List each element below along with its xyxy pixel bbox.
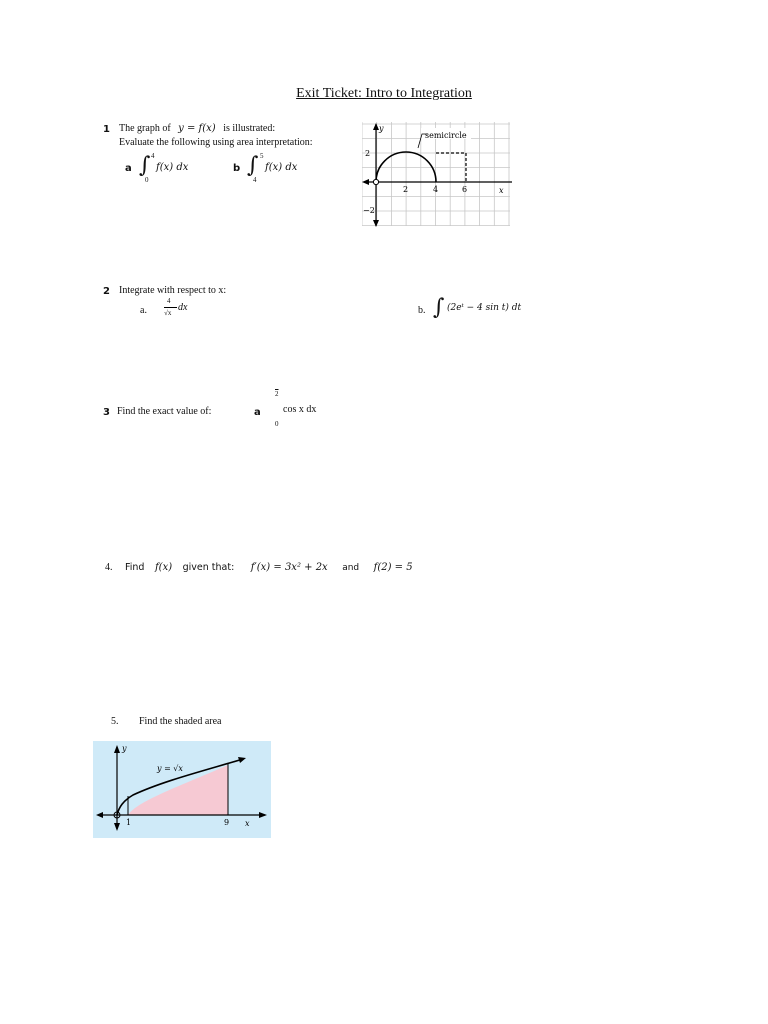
x-tick-label: 2 (403, 185, 409, 194)
question-1-text-suffix: is illustrated: (223, 123, 276, 134)
x-tick-label: 1 (126, 818, 132, 827)
question-4-derivative: f′(x) = 3x² + 2x (250, 562, 328, 573)
semicircle-label: semicircle (425, 131, 467, 140)
question-2b-label: b. (418, 305, 426, 316)
lower-limit: 0 (275, 420, 279, 428)
y-axis-label: y (379, 124, 384, 133)
question-1-number: 1 (103, 124, 110, 135)
question-4-and: and (342, 563, 360, 573)
upper-limit: 5 (260, 152, 264, 160)
question-4-find: Find (125, 562, 145, 573)
page-title: Exit Ticket: Intro to Integration (296, 86, 472, 101)
question-1-line-2: Evaluate the following using area interpretation: (119, 137, 313, 148)
lower-limit: 4 (253, 176, 257, 184)
q5-graph (93, 741, 271, 838)
x-tick-label: 6 (462, 185, 468, 194)
question-4-number: 4. (105, 562, 113, 573)
lower-limit: 0 (145, 176, 149, 184)
y-axis-arrow-down (373, 220, 379, 227)
x-axis-label: x (499, 186, 504, 195)
x-tick-label: 4 (433, 185, 439, 194)
question-5-text: Find the shaded area (139, 716, 222, 727)
question-1a-label: a (125, 163, 132, 174)
q1-graph (362, 122, 514, 228)
question-2a-label: a. (140, 305, 147, 316)
x-tick-label: 9 (224, 818, 230, 827)
upper-limit: 4 (151, 152, 155, 160)
upper-limit: 2 (275, 390, 279, 398)
y-tick-label: −2 (363, 206, 375, 215)
question-3-number: 3 (103, 407, 110, 418)
question-2-number: 2 (103, 286, 110, 297)
fraction-denominator: √x (164, 309, 172, 317)
question-4-condition: f(2) = 5 (373, 562, 413, 573)
question-3-text: Find the exact value of: (117, 406, 212, 417)
question-2a-dx: dx (178, 302, 188, 313)
y-axis-label: y (122, 744, 127, 753)
origin-point (373, 179, 378, 184)
question-2b-expression: (2eᵗ − 4 sin t) dt (447, 303, 522, 313)
question-3a-label: a (254, 407, 261, 418)
question-4-given: given that: (182, 562, 235, 573)
question-3a-integrand: cos x dx (283, 404, 317, 415)
fraction-numerator: 4 (167, 297, 171, 305)
integral-sign: ∫ (247, 153, 259, 178)
question-1b-label: b (233, 163, 241, 174)
question-1-text-prefix: The graph of (119, 123, 171, 134)
question-1-line-1 (119, 123, 275, 134)
question-1b-integrand: f(x) dx (265, 162, 298, 173)
question-2-text: Integrate with respect to x: (119, 285, 227, 296)
question-1-function: y = f(x) (178, 123, 216, 134)
question-4-function: f(x) (154, 562, 173, 573)
x-axis-arrow-left (362, 179, 369, 185)
integral-sign: ∫ (433, 295, 445, 320)
curve-label: y = √x (157, 764, 183, 773)
fraction-bar (164, 307, 177, 308)
x-axis-label: x (245, 819, 250, 828)
question-5-number: 5. (111, 716, 119, 727)
question-4-line (105, 562, 413, 573)
question-1a-integrand: f(x) dx (156, 162, 189, 173)
y-tick-label: 2 (365, 149, 371, 158)
integral-sign: ∫ (139, 153, 151, 178)
